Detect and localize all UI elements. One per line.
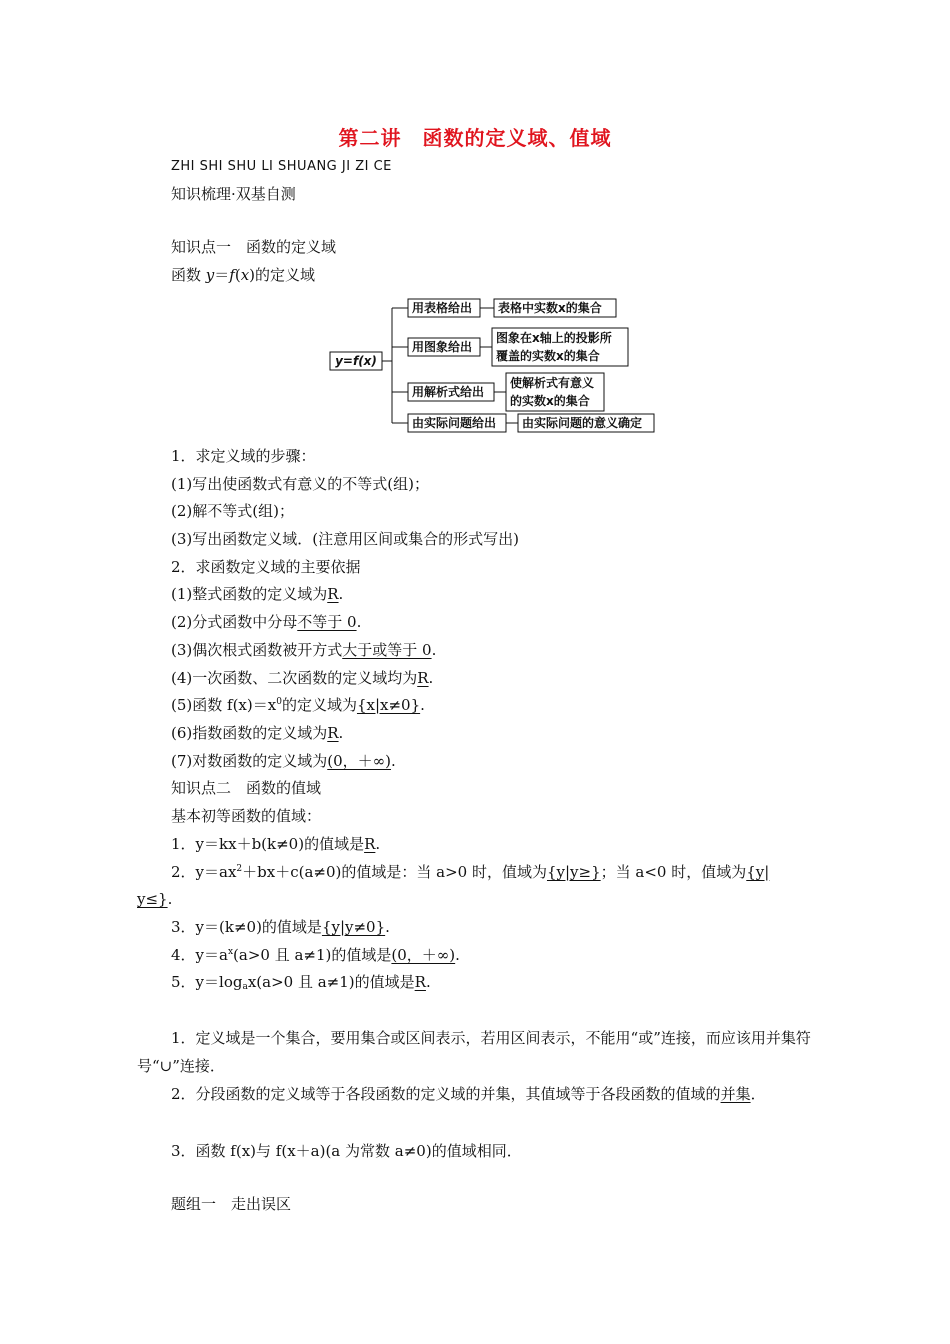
- diagram-result-2b: 覆盖的实数x的集合: [496, 349, 600, 363]
- diagram-result-1: 表格中实数x的集合: [498, 301, 602, 315]
- kp2-intro: 基本初等函数的值域：: [171, 807, 322, 825]
- kp2-heading: 知识点二 函数的值域: [171, 779, 322, 797]
- range-item-4: 4．$y=a^x(a>0$ 且 a≠1)的值域是(0，＋∞).: [171, 946, 460, 964]
- diagram-branch-label-3: 用解析式给出: [412, 385, 485, 399]
- basis-item-4: (4)一次函数、二次函数的定义域均为R.: [171, 669, 434, 687]
- note-1: 1．定义域是一个集合，要用集合或区间表示，若用区间表示，不能用“或”连接，而应该用并集符号“∪”连接．: [137, 1029, 811, 1075]
- basis-item-2: (2)分式函数中分母不等于 0.: [171, 613, 362, 631]
- exercise-group-heading: 题组一 走出误区: [171, 1195, 292, 1213]
- domain-diagram: [320, 292, 670, 437]
- steps-title: 1．求定义域的步骤：: [171, 447, 316, 465]
- range-item-3: 3．y＝(k≠0)的值域是{y|y≠0}.: [171, 918, 390, 936]
- range-item-2: 2．$y=ax^2+bx+c(a\ne 0)$的值域是：当 a>0 时，值域为{y|y≥}；当 a<0 时，值域为{y|: [171, 863, 770, 881]
- diagram-branch-label-4: 由实际问题给出: [412, 416, 497, 430]
- basis-item-3: (3)偶次根式函数被开方式大于或等于 0.: [171, 641, 437, 659]
- diagram-result-3b: 的实数x的集合: [510, 394, 590, 408]
- kp1-heading: 知识点一 函数的定义域: [171, 238, 337, 256]
- note-2: 2．分段函数的定义域等于各段函数的定义域的并集，其值域等于各段函数的值域的并集．: [171, 1085, 766, 1103]
- note-3: 3．函数 f(x)与 f(x＋a)(a 为常数 a≠0)的值域相同．: [171, 1142, 522, 1160]
- pinyin-subtitle: ZHI SHI SHU LI SHUANG JI ZI CE: [171, 159, 392, 174]
- step-3: (3)写出函数定义域．(注意用区间或集合的形式写出): [171, 530, 519, 548]
- section-label: 知识梳理·双基自测: [171, 185, 296, 203]
- range-item-2-cont: y≤}.: [137, 890, 173, 908]
- diagram-result-2a: 图象在x轴上的投影所: [496, 331, 612, 345]
- basis-item-1: (1)整式函数的定义域为R.: [171, 585, 344, 603]
- diagram-branch-label-1: 用表格给出: [412, 301, 473, 315]
- diagram-result-4: 由实际问题的意义确定: [522, 416, 643, 430]
- step-2: (2)解不等式(组)；: [171, 502, 294, 520]
- basis-item-5: (5)函数 $f(x)=x^0$的定义域为{x|x≠0}.: [171, 696, 425, 714]
- range-item-5: 5．$y=\log_ax(a>0$ 且 a≠1)的值域是R.: [171, 973, 431, 992]
- diagram-root-label: y=f(x): [335, 354, 377, 368]
- basis-title: 2．求函数定义域的主要依据: [171, 558, 361, 576]
- kp1-subheading: 函数 y＝f(x)的定义域: [171, 266, 316, 284]
- basis-item-6: (6)指数函数的定义域为R.: [171, 724, 344, 742]
- range-item-1: 1．y＝kx＋b(k≠0)的值域是R.: [171, 835, 381, 853]
- basis-item-7: (7)对数函数的定义域为(0，＋∞).: [171, 752, 396, 770]
- page-title: 第二讲 函数的定义域、值域: [338, 126, 612, 150]
- diagram-branch-label-2: 用图象给出: [412, 340, 473, 354]
- step-1: (1)写出使函数式有意义的不等式(组)；: [171, 475, 429, 493]
- diagram-result-3a: 使解析式有意义: [510, 376, 595, 390]
